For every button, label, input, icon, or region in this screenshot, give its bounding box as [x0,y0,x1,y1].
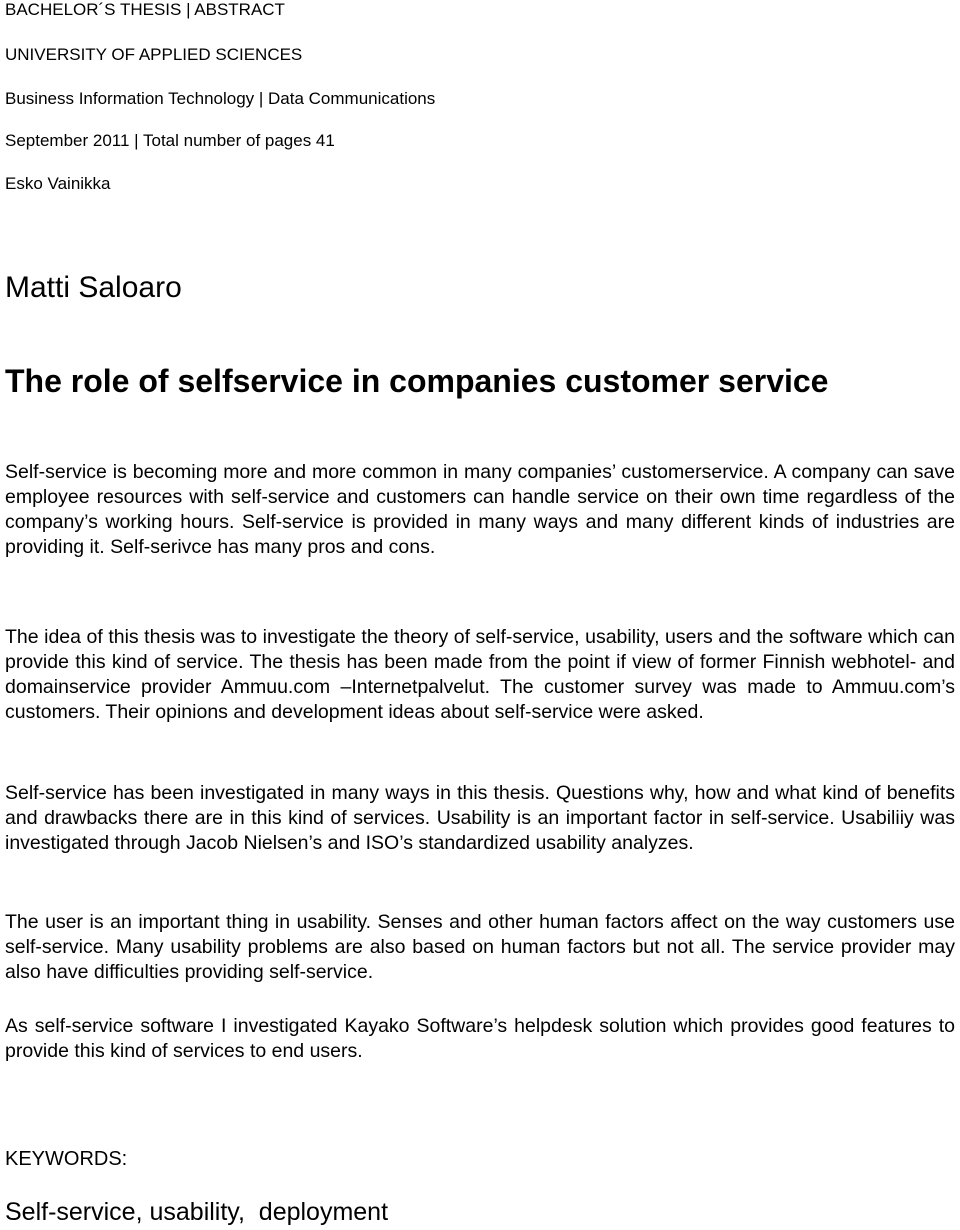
institution: UNIVERSITY OF APPLIED SCIENCES [5,45,303,64]
keywords-value: Self-service, usability, deployment [5,1198,389,1226]
abstract-paragraph-2: The idea of this thesis was to investigate the theory of self-service, usability, users and the software which can provide this kind of service. The thesis has been made from the point if view of former Finnish webhotel- and domainservice provider Ammuu.com –Internetpalvelut. The customer survey was made to Ammuu.com’s customers. Their opinions and development ideas about self-service were asked. [5,626,955,723]
thesis-type: BACHELOR´S THESIS | ABSTRACT [5,0,285,19]
abstract-paragraph-5: As self-service software I investigated Kayako Software’s helpdesk solution which provides good features to provide this kind of services to end users. [5,1015,955,1062]
author-name: Matti Saloaro [5,271,182,304]
programme: Business Information Technology | Data Communications [5,89,436,108]
date-and-pages: September 2011 | Total number of pages 41 [5,131,335,150]
thesis-title: The role of selfservice in companies customer service [5,363,829,399]
abstract-paragraph-3: Self-service has been investigated in many ways in this thesis. Questions why, how and what kind of benefits and drawbacks there are in this kind of services. Usability is an important factor in self-service. Usabiliiy was investigated through Jacob Nielsen’s and ISO’s standardized usability analyzes. [5,782,955,854]
abstract-paragraph-1: Self-service is becoming more and more common in many companies’ customerservice. A company can save employee resources with self-service and customers can handle service on their own time regardless of the company’s working hours. Self-service is provided in many ways and many different kinds of industries are providing it. Self-serivce has many pros and cons. [5,461,955,558]
abstract-paragraph-4: The user is an important thing in usability. Senses and other human factors affect on the way customers use self-service. Many usability problems are also based on human factors but not all. The service provider may also have difficulties providing self-service. [5,911,955,983]
supervisor: Esko Vainikka [5,174,111,193]
keywords-label: KEYWORDS: [5,1148,128,1170]
